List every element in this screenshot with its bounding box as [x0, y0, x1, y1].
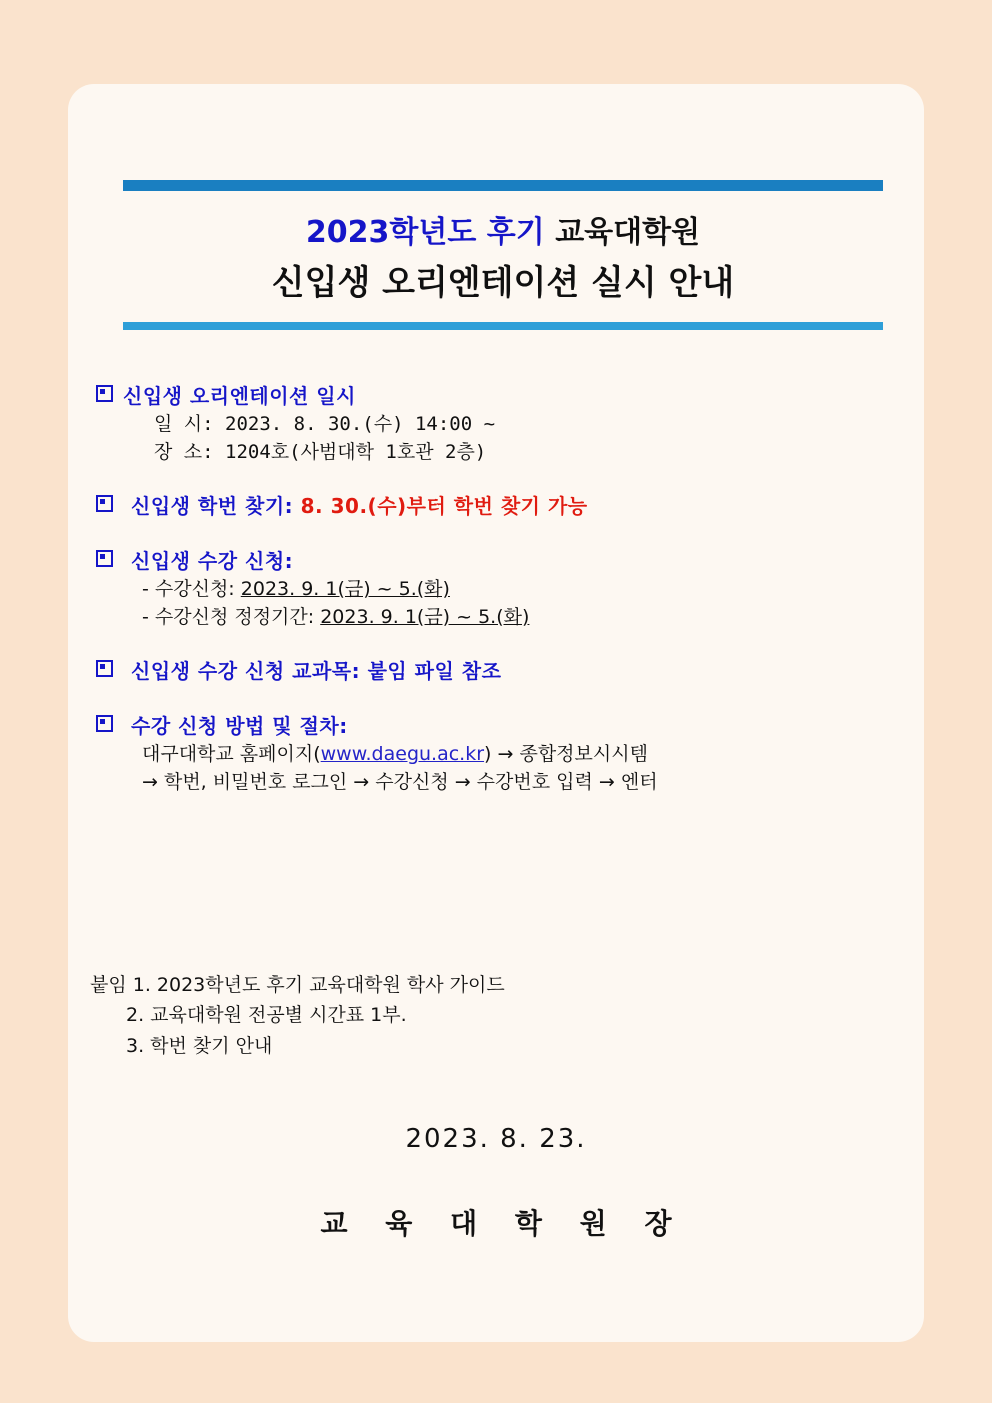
registration-method-post: ) → 종합정보시시템: [484, 743, 648, 766]
section-heading: [96, 657, 896, 686]
course-registration-period: [142, 576, 896, 604]
title-line-2: 신입생 오리엔테이션 실시 안내: [271, 263, 735, 303]
registration-method-pre: 대구대학교 홈페이지(: [142, 743, 321, 766]
bullet-square-icon: [96, 495, 113, 512]
student-number-label: 신입생 학번 찾기:: [131, 494, 294, 519]
title-block: [123, 180, 883, 330]
section-heading-text: 신입생 오리엔테이션 일시: [123, 384, 356, 408]
section-heading: [96, 382, 896, 411]
schedule-datetime: 일 시: 2023. 8. 30.(수) 14:00 ~: [154, 413, 496, 435]
section-heading: [96, 492, 896, 521]
section-registration-method: [96, 712, 896, 796]
course-registration-label: 신입생 수강 신청:: [131, 549, 294, 574]
title-rule-top: [123, 180, 883, 191]
course-registration-period-value: 2023. 9. 1(금) ~ 5.(화): [240, 578, 450, 601]
registration-method-line-1: [142, 741, 896, 769]
bullet-square-icon: [96, 715, 113, 732]
attachment-item: 붙임 1. 2023학년도 후기 교육대학원 학사 가이드: [90, 974, 505, 996]
notice-page: [68, 84, 924, 1342]
title-line-1-blue: 2023학년도 후기: [305, 215, 545, 250]
course-subjects-label: 신입생 수강 신청 교과목:: [131, 659, 361, 684]
section-student-number: [96, 492, 896, 521]
schedule-place: 장 소: 1204호(사범대학 1호관 2층): [154, 440, 487, 463]
bullet-square-icon: [96, 385, 113, 402]
section-heading: [96, 712, 896, 741]
notice-inner: [68, 84, 924, 1342]
section-course-registration: [96, 547, 896, 631]
course-correction-period-value: 2023. 9. 1(금) ~ 5.(화): [320, 605, 530, 628]
attachment-list: [90, 970, 890, 1061]
bullet-square-icon: [96, 660, 113, 677]
student-number-highlight: 8. 30.(수)부터 학번 찾기 가능: [300, 494, 588, 519]
title-rule-bottom: [123, 322, 883, 330]
registration-method-label: 수강 신청 방법 및 절차:: [131, 714, 348, 739]
course-correction-period-label: - 수강신청 정정기간:: [142, 605, 315, 628]
notice-body: [96, 382, 896, 822]
title-line-1: [123, 191, 883, 255]
signature-line: 교 육 대 학 원 장: [320, 1207, 686, 1240]
bullet-square-icon: [96, 550, 113, 567]
attachment-item: 2. 교육대학원 전공별 시간표 1부.: [126, 1004, 407, 1027]
course-subjects-value: 붙임 파일 참조: [367, 659, 502, 684]
section-heading: [96, 547, 896, 576]
title-line-1-dark: 교육대학원: [555, 215, 701, 250]
course-correction-period: [142, 604, 896, 632]
issue-date: 2023. 8. 23.: [405, 1124, 587, 1154]
registration-method-line-2: → 학번, 비밀번호 로그인 → 수강신청 → 수강번호 입력 → 엔터: [142, 770, 658, 793]
course-registration-period-label: - 수강신청:: [142, 578, 235, 601]
attachment-item: 3. 학번 찾기 안내: [126, 1034, 273, 1057]
daegu-university-link[interactable]: www.daegu.ac.kr: [320, 743, 485, 766]
section-course-subjects: [96, 657, 896, 686]
section-orientation-schedule: [96, 382, 896, 466]
